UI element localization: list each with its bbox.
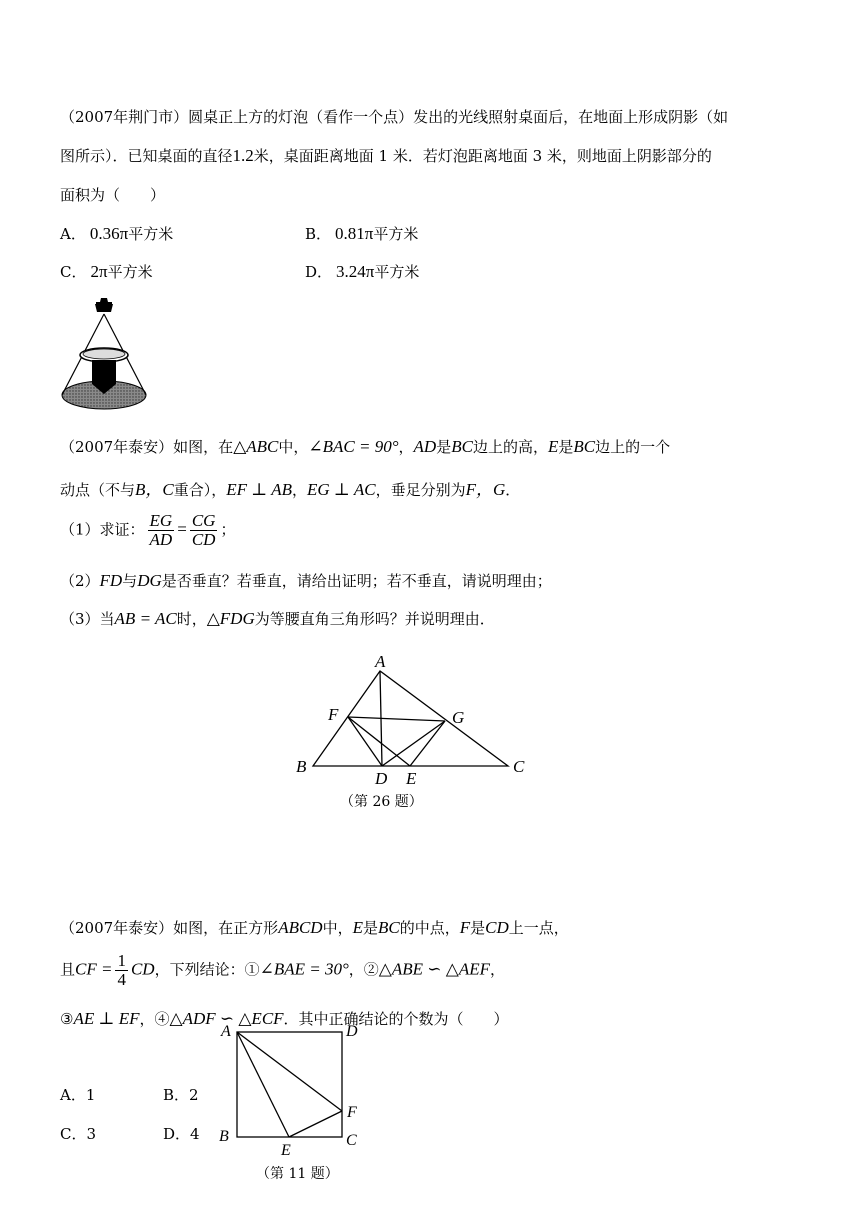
segment-af: [237, 1032, 342, 1111]
label-c: C: [346, 1132, 357, 1149]
segment-ge: [410, 721, 445, 766]
label-b: B: [296, 757, 307, 776]
segment-fd: [348, 717, 382, 766]
label-f: F: [347, 1104, 357, 1121]
label-b: B: [219, 1128, 229, 1145]
triangle-figure-26: [290, 650, 540, 790]
q1-option-c: C． 2π平方米: [60, 262, 153, 281]
fraction-cg-cd: $\frac{CG}{CD}$: [191, 511, 216, 549]
segment-fg: [348, 717, 445, 721]
segment-ae: [237, 1032, 289, 1137]
q1-option-b: B． 0.81π平方米: [305, 224, 419, 243]
label-a: A: [221, 1023, 231, 1040]
square-abcd: [237, 1032, 342, 1137]
segment-gd: [382, 721, 445, 766]
fraction-eg-ad: $\frac{EG}{AD}$: [149, 511, 173, 549]
label-e: E: [406, 769, 417, 788]
lamp-table-shadow-figure: [60, 294, 150, 414]
q3-option-c: C．3: [60, 1125, 97, 1143]
triangle-abc: [313, 671, 508, 766]
q1-option-a: A． 0.36π平方米: [60, 224, 174, 243]
label-g: G: [452, 708, 465, 727]
label-e: E: [281, 1142, 291, 1159]
q2-line1: （2007年泰安）如图，在△ABC中，∠BAC = 90°，AD是BC边上的高，E是BC边上的一个: [60, 437, 671, 456]
label-f: F: [328, 705, 339, 724]
label-c: C: [513, 757, 525, 776]
label-d: D: [346, 1023, 358, 1040]
q3-line2: 且CF = $\frac{1}{4}$ CD，下列结论：①∠BAE = 30°，②△ABE ∽ △AEF，: [60, 951, 506, 989]
q1-option-d: D． 3.24π平方米: [305, 262, 420, 281]
q1-line1: （2007年荆门市）圆桌正上方的灯泡（看作一个点）发出的光线照射桌面后，在地面上形成阴影（如: [60, 108, 729, 126]
q1-line2: 图所示）．已知桌面的直径1.2米，桌面距离地面 1 米．若灯泡距离地面 3 米，则地面上阴影部分的: [60, 146, 712, 165]
q3-option-a: A．1: [60, 1086, 96, 1104]
q1-line3: 面积为（ ）: [60, 186, 166, 204]
q2-part2: （2）FD与DG是否垂直？若垂直，请给出证明；若不垂直，请说明理由；: [60, 571, 552, 590]
q3-line3: ③AE ⊥ EF，④△ADF ∽ △ECF．其中正确结论的个数为（ ）: [60, 1009, 509, 1028]
figure-caption-11: （第 11 题）: [256, 1166, 339, 1182]
label-d: D: [375, 769, 388, 788]
q3-line1: （2007年泰安）如图，在正方形ABCD中，E是BC的中点，F是CD上一点，: [60, 918, 569, 937]
figure-caption-26: （第 26 题）: [340, 794, 423, 810]
square-figure-11: [215, 1020, 365, 1160]
q2-line2: 动点（不与B，C重合），EF ⊥ AB，EG ⊥ AC，垂足分别为F，G．: [60, 480, 521, 499]
label-a: A: [375, 652, 386, 671]
lamp-top: [100, 298, 108, 302]
q3-option-b: B．2: [163, 1086, 199, 1104]
segment-fe: [348, 717, 410, 766]
q2-part1: （1）求证： $\frac{EG}{AD}$ = $\frac{CG}{CD}$ ；: [60, 511, 236, 549]
segment-ef: [289, 1111, 342, 1137]
lamp-shade: [95, 304, 113, 312]
q3-option-d: D．4: [163, 1125, 200, 1143]
fraction-one-quarter: $\frac{1}{4}$: [117, 951, 126, 989]
q2-part3: （3）当AB = AC时，△FDG为等腰直角三角形吗？并说明理由．: [60, 609, 495, 628]
